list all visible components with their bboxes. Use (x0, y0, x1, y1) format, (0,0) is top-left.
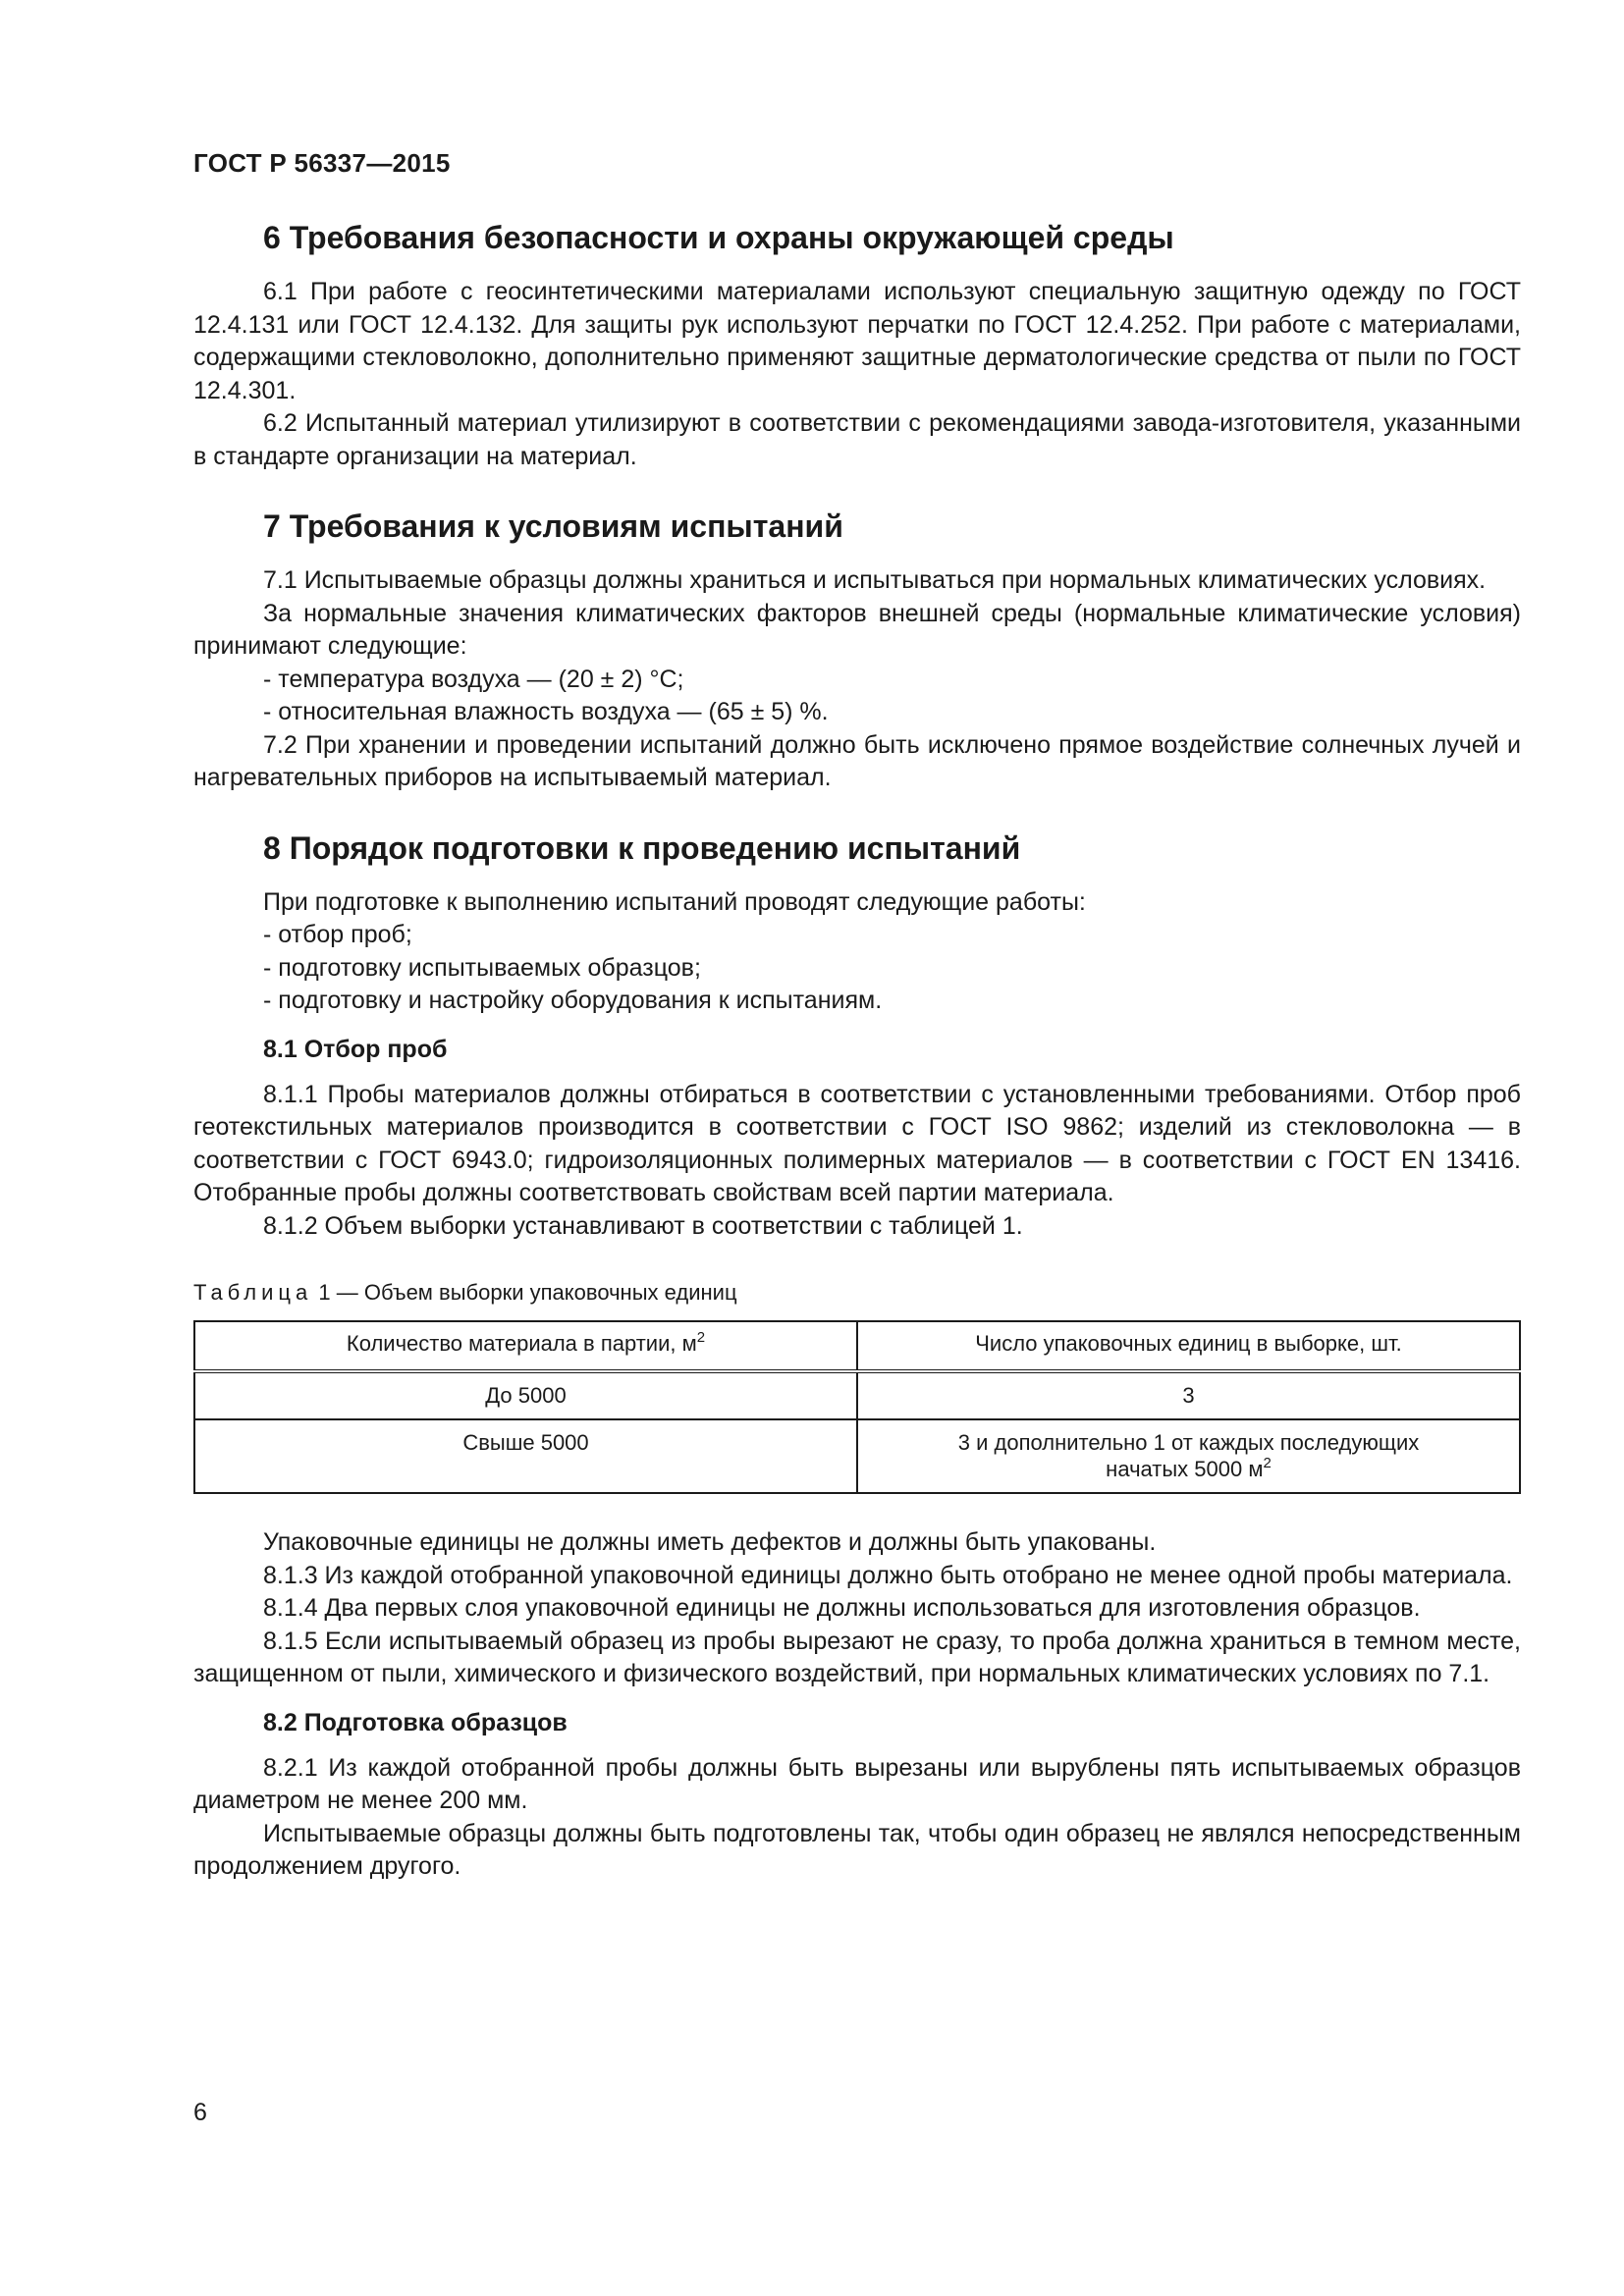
paragraph-8-2-samples: Испытываемые образцы должны быть подготовлены так, чтобы один образец не являлся непосредственным продолжением другого. (193, 1819, 1521, 1880)
table-cell-count: 3 и дополнительно 1 от каждых последующих начатых 5000 $м^2$ (857, 1419, 1520, 1493)
table-cell-amount: До 5000 (194, 1371, 857, 1419)
table-caption (193, 1278, 1521, 1308)
paragraph-7-1: 7.1 Испытываемые образцы должны храниться и испытываться при нормальных климатических условиях. (263, 566, 1487, 594)
table-cell-amount: Свыше 5000 (194, 1419, 857, 1493)
list-item: - отбор проб; (263, 919, 1521, 952)
section-8-title: 8 Порядок подготовки к проведению испытаний (263, 829, 1021, 866)
list-item: - подготовку испытываемых образцов; (263, 952, 1521, 986)
conditions-list (193, 664, 1521, 729)
sample-size-table (193, 1320, 1521, 1494)
table-header-count: Число упаковочных единиц в выборке, шт. (857, 1321, 1520, 1371)
paragraph-8-1-5: 8.1.5 Если испытываемый образец из пробы вырезают не сразу, то проба должна храниться в темном месте, защищенном от пыли, химического и физического воздействий, при нормальных климатических условиях по 7.1. (193, 1627, 1521, 1687)
paragraph-packaging: Упаковочные единицы не должны иметь дефектов и должны быть упакованы. (263, 1528, 1157, 1556)
table-row (194, 1419, 1520, 1493)
table-header-row (194, 1321, 1520, 1371)
table-cell-count: 3 (857, 1371, 1520, 1419)
section-7-title: 7 Требования к условиям испытаний (263, 508, 843, 544)
paragraph-8-1-3: 8.1.3 Из каждой отобранной упаковочной единицы должно быть отобрано не менее одной пробы материала. (263, 1561, 1513, 1589)
paragraph-7-2: 7.2 При хранении и проведении испытаний должно быть исключено прямое воздействие солнечных лучей и нагревательных приборов на испытываемый материал. (193, 730, 1521, 791)
paragraph-6-1: 6.1 При работе с геосинтетическими материалами используют специальную защитную одежду по ГОСТ 12.4.131 или ГОСТ 12.4.132. Для защиты рук используют перчатки по ГОСТ 12.4.252. При работе с материалами, содержащими стекловолокно, дополнительно применяют защитные дерматологические средства от пыли по ГОСТ 12.4.301. (193, 278, 1521, 404)
table-caption-text: 1 — Объем выборки упаковочных единиц (312, 1280, 737, 1305)
list-item: - подготовку и настройку оборудования к испытаниям. (263, 985, 1521, 1018)
paragraph-8-intro: При подготовке к выполнению испытаний проводят следующие работы: (263, 887, 1086, 916)
paragraph-7-conditions: За нормальные значения климатических факторов внешней среды (нормальные климатические условия) принимают следующие: (193, 599, 1521, 660)
document-header: ГОСТ Р 56337—2015 (193, 148, 451, 178)
section-6-title: 6 Требования безопасности и охраны окружающей среды (263, 220, 1174, 255)
table-header-amount: Количество материала в партии, $м^2$ (194, 1321, 857, 1371)
preparation-list (193, 919, 1521, 1018)
table-row (194, 1371, 1520, 1419)
list-item: - относительная влажность воздуха — (65 ± 5) %. (263, 696, 1521, 729)
list-item: - температура воздуха — (20 ± 2) °С; (263, 664, 1521, 697)
page-number: 6 (193, 2099, 207, 2126)
document-body (193, 218, 1521, 1884)
subsection-8-1-title: 8.1 Отбор проб (263, 1035, 448, 1063)
paragraph-8-1-2: 8.1.2 Объем выборки устанавливают в соответствии с таблицей 1. (263, 1211, 1023, 1240)
table-caption-label: Таблица (193, 1280, 313, 1305)
paragraph-8-1-4: 8.1.4 Два первых слоя упаковочной единицы не должны использоваться для изготовления образцов. (263, 1594, 1421, 1622)
subsection-8-2-title: 8.2 Подготовка образцов (263, 1708, 568, 1736)
paragraph-8-1-1: 8.1.1 Пробы материалов должны отбираться в соответствии с установленными требованиями. Отбор проб геотекстильных материалов производится в соответствии с ГОСТ ISO 9862; изделий из стекловолокна — в соответствии с ГОСТ 6943.0; гидроизоляционных полимерных материалов — в соответствии с ГОСТ EN 13416. Отобранные пробы должны соответствовать свойствам всей партии материала. (193, 1080, 1521, 1206)
paragraph-6-2: 6.2 Испытанный материал утилизируют в соответствии с рекомендациями завода-изготовителя, указанными в стандарте организации на материал. (193, 409, 1521, 470)
paragraph-8-2-1: 8.2.1 Из каждой отобранной пробы должны быть вырезаны или вырублены пять испытываемых образцов диаметром не менее 200 мм. (193, 1753, 1521, 1814)
